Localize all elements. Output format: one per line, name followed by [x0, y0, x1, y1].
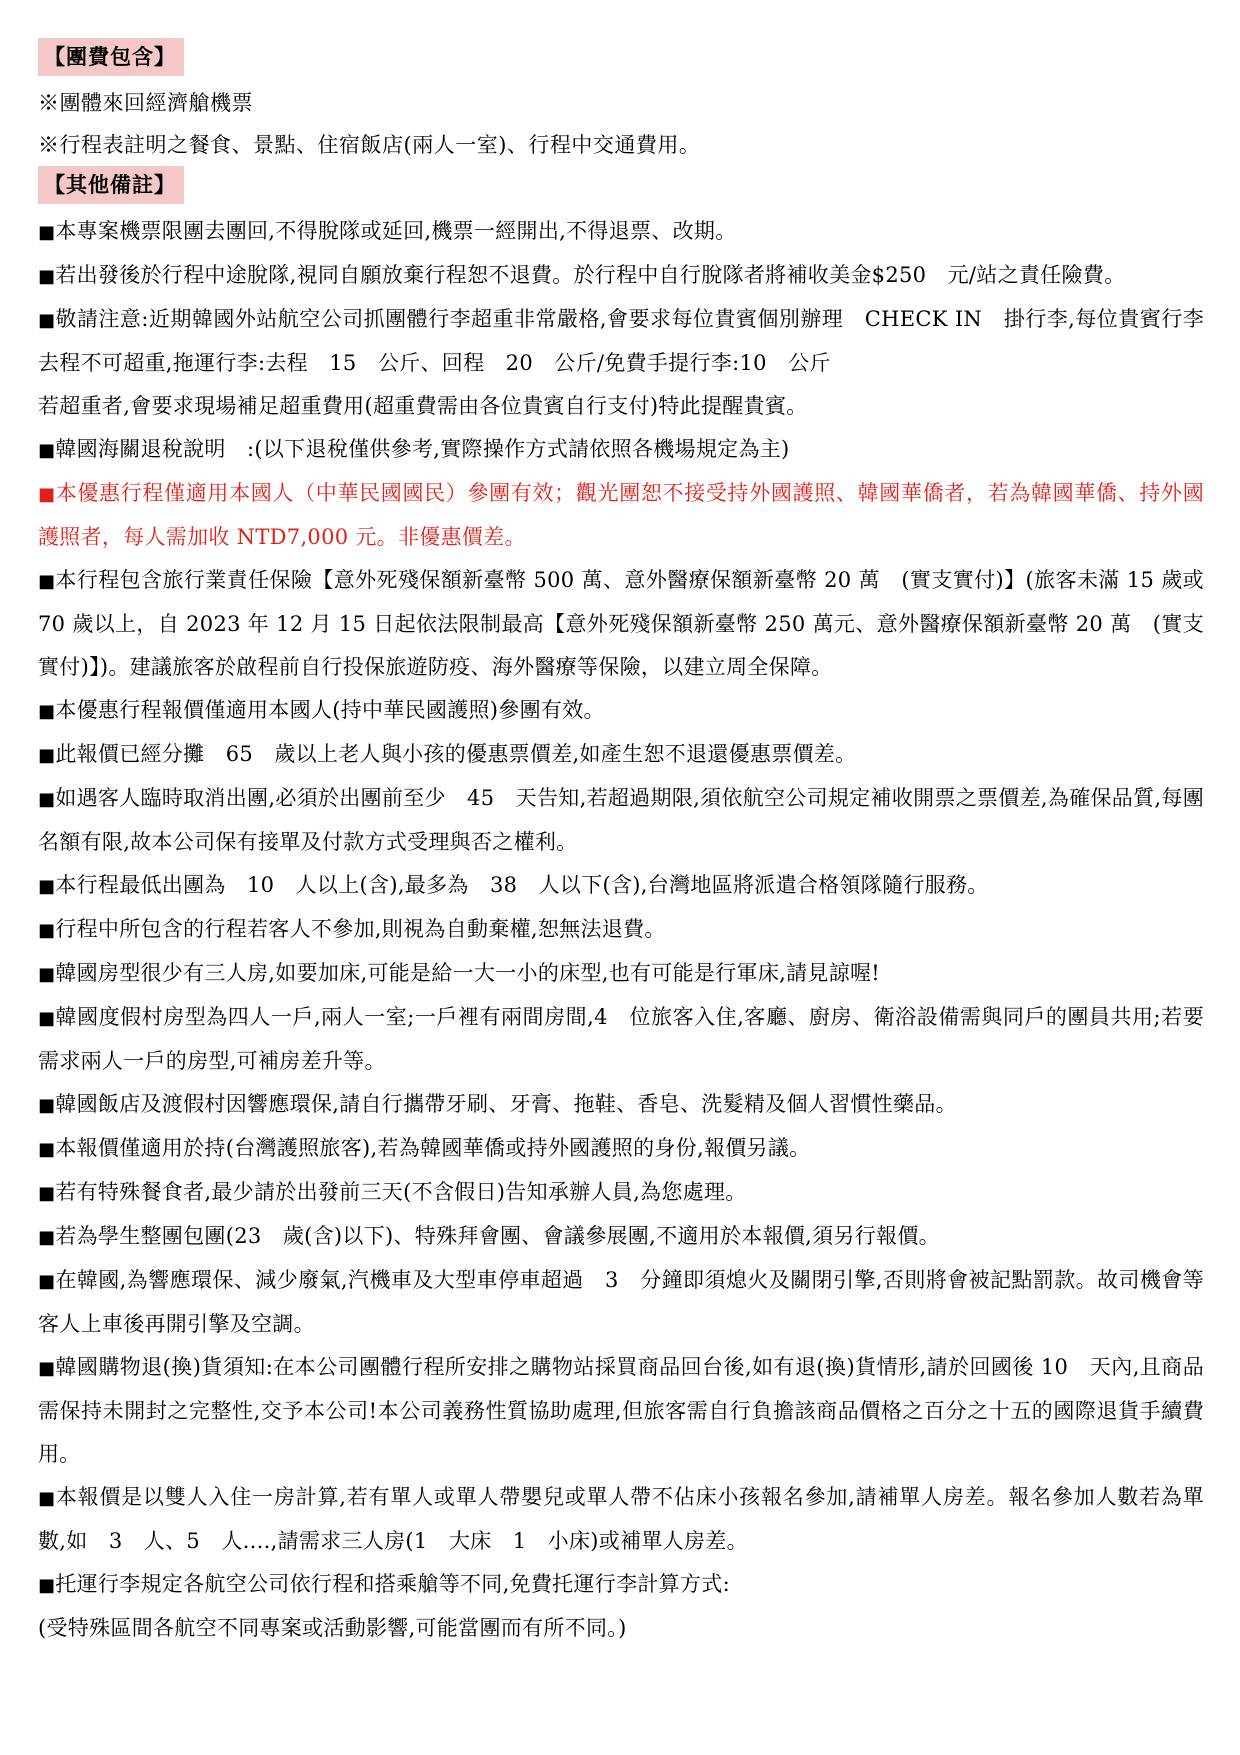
notes-list — [38, 210, 1204, 1650]
note-item — [38, 908, 1204, 952]
note-item — [38, 952, 1204, 996]
note-item — [38, 428, 1204, 472]
note-item — [38, 1215, 1204, 1259]
note-bullet: ■ — [38, 1139, 56, 1160]
note-item — [38, 1127, 1204, 1171]
note-bullet: ■ — [38, 789, 56, 810]
note-text: 若出發後於行程中途脫隊,視同自願放棄行程恕不退費。於行程中自行脫隊者將補收美金$250 元/站之責任險費。 — [55, 263, 1126, 287]
note-item — [38, 210, 1204, 254]
note-item — [38, 777, 1204, 864]
note-text: 若為學生整團包團(23 歲(含)以下)、特殊拜會團、會議參展團,不適用於本報價,須另行報價。 — [55, 1224, 940, 1248]
note-bullet: ■ — [38, 1227, 56, 1248]
note-text: 敬請注意:近期韓國外站航空公司抓團體行李超重非常嚴格,會要求每位貴賓個別辦理 CHECK IN 掛行李,每位貴賓行李去程不可超重,拖運行李:去程 15 公斤、回程 20 公斤/免費手提行李:10 公斤 — [38, 307, 1204, 375]
note-bullet: ■ — [38, 876, 56, 897]
note-bullet: ■ — [38, 920, 56, 941]
note-text: 若有特殊餐食者,最少請於出發前三天(不含假日)告知承辦人員,為您處理。 — [55, 1180, 747, 1204]
note-bullet: ■ — [38, 310, 56, 331]
note-text: 本報價是以雙人入住一房計算,若有單人或單人帶嬰兒或單人帶不佔床小孩報名參加,請補單人房差。報名參加人數若為單數,如 3 人、5 人....,請需求三人房(1 大床 1 小床)或補單人房差。 — [38, 1485, 1204, 1553]
note-text: 在韓國,為響應環保、減少廢氣,汽機車及大型車停車超過 3 分鐘即須熄火及關閉引擎,否則將會被記點罰款。故司機會等客人上車後再開引擎及空調。 — [38, 1268, 1205, 1336]
note-item — [38, 864, 1204, 908]
included-item: ※行程表註明之餐食、景點、住宿飯店(兩人一室)、行程中交通費用。 — [38, 133, 701, 157]
note-text: 此報價已經分攤 65 歲以上老人與小孩的優惠票價差,如產生恕不退還優惠票價差。 — [55, 742, 857, 766]
note-bullet: ■ — [38, 745, 56, 766]
note-bullet: ■ — [38, 1358, 56, 1379]
note-item — [38, 298, 1204, 385]
note-text: 本優惠行程報價僅適用本國人(持中華民國護照)參團有效。 — [55, 698, 605, 722]
note-bullet: ■ — [38, 964, 56, 985]
note-bullet: ■ — [38, 1575, 56, 1596]
note-bullet: ■ — [38, 571, 56, 592]
note-item — [38, 1346, 1204, 1476]
note-text: 韓國度假村房型為四人一戶,兩人一室;一戶裡有兩間房間,4 位旅客入住,客廳、廚房、衛浴設備需與同戶的團員共用;若要需求兩人一戶的房型,可補房差升等。 — [38, 1005, 1204, 1073]
note-text: 韓國購物退(換)貨須知:在本公司團體行程所安排之購物站採買商品回台後,如有退(換)貨情形,請於回國後 10 天內,且商品需保持未開封之完整性,交予本公司!本公司義務性質協助處理,但旅客需自行負擔該商品價格之百分之十五的國際退貨手續費用。 — [38, 1355, 1204, 1466]
note-text: 本報價僅適用於持(台灣護照旅客),若為韓國華僑或持外國護照的身份,報價另議。 — [55, 1136, 811, 1160]
note-text: 韓國房型很少有三人房,如要加床,可能是給一大一小的床型,也有可能是行軍床,請見諒喔! — [55, 961, 881, 985]
note-text: 韓國海關退稅說明 :(以下退稅僅供參考,實際操作方式請依照各機場規定為主) — [55, 437, 790, 461]
note-bullet: ■ — [38, 222, 56, 243]
note-item — [38, 1083, 1204, 1127]
note-text: 本專案機票限團去團回,不得脫隊或延回,機票一經開出,不得退票、改期。 — [55, 219, 737, 243]
note-item — [38, 1259, 1204, 1346]
note-continuation: (受特殊區間各航空不同專案或活動影響,可能當團而有所不同。) — [38, 1616, 627, 1640]
note-bullet: ■ — [38, 266, 56, 287]
note-item — [38, 1476, 1204, 1563]
notes-section-title: 【其他備註】 — [38, 166, 184, 204]
note-item — [38, 472, 1204, 559]
note-item — [38, 1171, 1204, 1215]
note-text: 本行程包含旅行業責任保險【意外死殘保額新臺幣 500 萬、意外醫療保額新臺幣 20 萬 (實支實付)】(旅客未滿 15 歲或 70 歲以上，自 2023 年 12 月 15 日起依法限制最高【意外死殘保額新臺幣 250 萬元、意外醫療保額新臺幣 20 萬 (實支實付)】)。建議旅客於啟程前自行投保旅遊防疫、海外醫療等保險，以建立周全保障。 — [38, 568, 1204, 679]
included-list — [38, 82, 1204, 166]
note-text: 本優惠行程僅適用本國人（中華民國國民）參團有效；觀光團恕不接受持外國護照、韓國華僑者，若為韓國華僑、持外國護照者，每人需加收 NTD7,000 元。非優惠價差。 — [38, 481, 1204, 549]
note-bullet: ■ — [38, 1488, 56, 1509]
note-item — [38, 689, 1204, 733]
note-continuation: 若超重者,會要求現場補足超重費用(超重費需由各位貴賓自行支付)特此提醒貴賓。 — [38, 394, 808, 418]
note-bullet: ■ — [38, 484, 56, 505]
note-text: 托運行李規定各航空公司依行程和搭乘艙等不同,免費托運行李計算方式: — [55, 1572, 730, 1596]
note-bullet: ■ — [38, 701, 56, 722]
note-item — [38, 996, 1204, 1083]
note-bullet: ■ — [38, 1183, 56, 1204]
included-item: ※團體來回經濟艙機票 — [38, 91, 253, 115]
note-bullet: ■ — [38, 1008, 56, 1029]
note-text: 本行程最低出團為 10 人以上(含),最多為 38 人以下(含),台灣地區將派遣合格領隊隨行服務。 — [55, 873, 989, 897]
note-text: 行程中所包含的行程若客人不參加,則視為自動棄權,恕無法退費。 — [55, 917, 666, 941]
note-item — [38, 1563, 1204, 1607]
included-section-title: 【團費包含】 — [38, 38, 184, 76]
note-text: 如遇客人臨時取消出團,必須於出團前至少 45 天告知,若超過期限,須依航空公司規定補收開票之票價差,為確保品質,每團名額有限,故本公司保有接單及付款方式受理與否之權利。 — [38, 786, 1204, 854]
note-item — [38, 254, 1204, 298]
note-text: 韓國飯店及渡假村因響應環保,請自行攜帶牙刷、牙膏、拖鞋、香皂、洗髮精及個人習慣性藥品。 — [55, 1092, 957, 1116]
note-bullet: ■ — [38, 1271, 56, 1292]
note-item — [38, 559, 1204, 689]
note-bullet: ■ — [38, 440, 56, 461]
note-bullet: ■ — [38, 1095, 56, 1116]
note-item — [38, 733, 1204, 777]
